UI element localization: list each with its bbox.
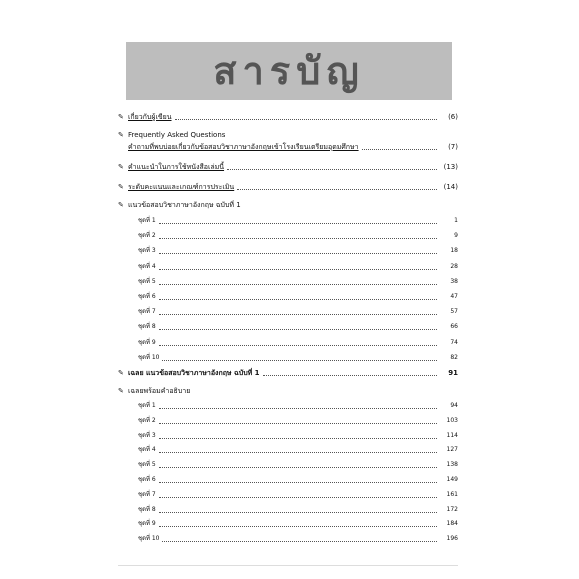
dot-leader xyxy=(159,268,437,270)
dot-leader xyxy=(159,283,437,285)
set-list-item[interactable] xyxy=(138,290,458,302)
set-page: 114 xyxy=(446,431,458,439)
set-label: ชุดที่ 10 xyxy=(138,535,160,543)
toc-entry-usage[interactable] xyxy=(118,160,458,172)
pencil-icon: ✎ xyxy=(118,163,124,171)
dot-leader xyxy=(162,359,437,361)
set-list-item[interactable] xyxy=(138,320,458,332)
set-label: ชุดที่ 7 xyxy=(138,308,156,316)
entry-page: (7) xyxy=(448,143,458,151)
set-label: ชุดที่ 8 xyxy=(138,323,156,331)
set-page: 74 xyxy=(450,338,458,346)
set-list-item[interactable] xyxy=(138,399,458,411)
dot-leader xyxy=(159,344,437,346)
set-label: ชุดที่ 9 xyxy=(138,338,156,346)
pencil-icon: ✎ xyxy=(118,387,124,395)
dot-leader xyxy=(263,374,437,376)
set-label: ชุดที่ 2 xyxy=(138,232,156,240)
toc-entry-grading[interactable] xyxy=(118,180,458,192)
dot-leader xyxy=(227,168,437,170)
set-list-item[interactable] xyxy=(138,517,458,529)
set-list-item[interactable] xyxy=(138,443,458,455)
dot-leader xyxy=(159,466,437,468)
set-page: 66 xyxy=(450,323,458,331)
entry-label: เฉลยพร้อมคำอธิบาย xyxy=(128,387,191,395)
set-label: ชุดที่ 5 xyxy=(138,461,156,469)
set-page: 161 xyxy=(446,490,458,498)
set-label: ชุดที่ 8 xyxy=(138,505,156,513)
set-list-item[interactable] xyxy=(138,503,458,515)
set-label: ชุดที่ 3 xyxy=(138,431,156,439)
dot-leader xyxy=(159,511,437,513)
set-list-item[interactable] xyxy=(138,214,458,226)
set-page: 149 xyxy=(446,476,458,483)
entry-label: คำแนะนำในการใช้หนังสือเล่มนี้ xyxy=(128,163,225,171)
entry-label: แนวข้อสอบวิชาภาษาอังกฤษ ฉบับที่ 1 xyxy=(128,201,241,209)
pencil-icon: ✎ xyxy=(118,183,124,191)
set-list-item[interactable] xyxy=(138,229,458,241)
set-page: 138 xyxy=(446,461,458,469)
entry-page: (13) xyxy=(443,163,458,171)
set-page: 172 xyxy=(446,505,458,513)
set-label: ชุดที่ 2 xyxy=(138,416,156,424)
set-page: 196 xyxy=(446,535,458,543)
set-list-item[interactable] xyxy=(138,429,458,441)
dot-leader xyxy=(159,481,437,483)
entry-page: (6) xyxy=(448,113,458,121)
set-list-item[interactable] xyxy=(138,473,458,485)
set-label: ชุดที่ 9 xyxy=(138,520,156,528)
set-page: 94 xyxy=(450,402,458,409)
dot-leader xyxy=(362,148,437,150)
set-list-item[interactable] xyxy=(138,351,458,363)
set-label: ชุดที่ 1 xyxy=(138,402,156,409)
toc-entry-answers[interactable] xyxy=(118,366,458,378)
set-label: ชุดที่ 4 xyxy=(138,446,156,454)
dot-leader xyxy=(162,540,437,542)
toc-entry-practice[interactable] xyxy=(118,198,458,210)
dot-leader xyxy=(159,313,437,315)
set-list-item[interactable] xyxy=(138,414,458,426)
dot-leader xyxy=(159,252,437,254)
dot-leader xyxy=(159,437,437,439)
set-label: ชุดที่ 6 xyxy=(138,476,156,483)
set-page: 127 xyxy=(446,446,458,454)
set-list-item[interactable] xyxy=(138,244,458,256)
entry-page: 91 xyxy=(448,369,458,377)
set-page: 18 xyxy=(450,247,458,255)
entry-label: Frequently Asked Questions xyxy=(128,131,226,139)
dot-leader xyxy=(159,422,437,424)
set-list-item[interactable] xyxy=(138,275,458,287)
dot-leader xyxy=(237,188,437,190)
set-label: ชุดที่ 4 xyxy=(138,262,156,270)
entry-label: ระดับคะแนนและเกณฑ์การประเมิน xyxy=(128,183,235,191)
pencil-icon: ✎ xyxy=(118,369,124,377)
set-list-item[interactable] xyxy=(138,458,458,470)
set-label: ชุดที่ 3 xyxy=(138,247,156,255)
set-page: 1 xyxy=(454,217,458,224)
set-list-item[interactable] xyxy=(138,488,458,500)
dot-leader xyxy=(159,451,437,453)
set-list-item[interactable] xyxy=(138,336,458,348)
dot-leader xyxy=(159,496,437,498)
entry-label: เกี่ยวกับผู้เขียน xyxy=(128,113,172,121)
set-label: ชุดที่ 5 xyxy=(138,277,156,285)
toc-entry-about-author[interactable] xyxy=(118,110,458,122)
toc-entry-explanations[interactable] xyxy=(118,384,458,396)
set-page: 38 xyxy=(450,277,458,285)
entry-label: คำถามที่พบบ่อยเกี่ยวกับข้อสอบวิชาภาษาอังกฤษเข้าโรงเรียนเตรียมอุดมศึกษา xyxy=(128,143,359,151)
dot-leader xyxy=(159,298,437,300)
set-page: 57 xyxy=(450,308,458,316)
dot-leader xyxy=(159,328,437,330)
set-label: ชุดที่ 1 xyxy=(138,217,156,224)
dot-leader xyxy=(159,222,437,224)
set-page: 184 xyxy=(446,520,458,528)
set-list-item[interactable] xyxy=(138,260,458,272)
entry-page: (14) xyxy=(443,183,458,191)
pencil-icon: ✎ xyxy=(118,131,124,139)
page-title: สารบัญ xyxy=(213,49,365,93)
set-page: 103 xyxy=(446,416,458,424)
dot-leader xyxy=(159,525,437,527)
set-label: ชุดที่ 7 xyxy=(138,490,156,498)
toc-entry-faq-sub[interactable] xyxy=(128,140,458,152)
toc-entry-faq[interactable] xyxy=(118,128,458,140)
dot-leader xyxy=(175,118,437,120)
set-label: ชุดที่ 6 xyxy=(138,293,156,300)
set-page: 82 xyxy=(450,353,458,361)
set-list-item[interactable] xyxy=(138,532,458,544)
set-list-item[interactable] xyxy=(138,305,458,317)
bottom-divider xyxy=(118,565,458,566)
set-page: 47 xyxy=(450,293,458,300)
title-banner xyxy=(126,42,452,100)
dot-leader xyxy=(159,237,437,239)
set-label: ชุดที่ 10 xyxy=(138,353,160,361)
dot-leader xyxy=(159,407,437,409)
pencil-icon: ✎ xyxy=(118,201,124,209)
set-page: 9 xyxy=(454,232,458,240)
entry-label: เฉลย แนวข้อสอบวิชาภาษาอังกฤษ ฉบับที่ 1 xyxy=(128,369,260,377)
pencil-icon: ✎ xyxy=(118,113,124,121)
set-page: 28 xyxy=(450,262,458,270)
